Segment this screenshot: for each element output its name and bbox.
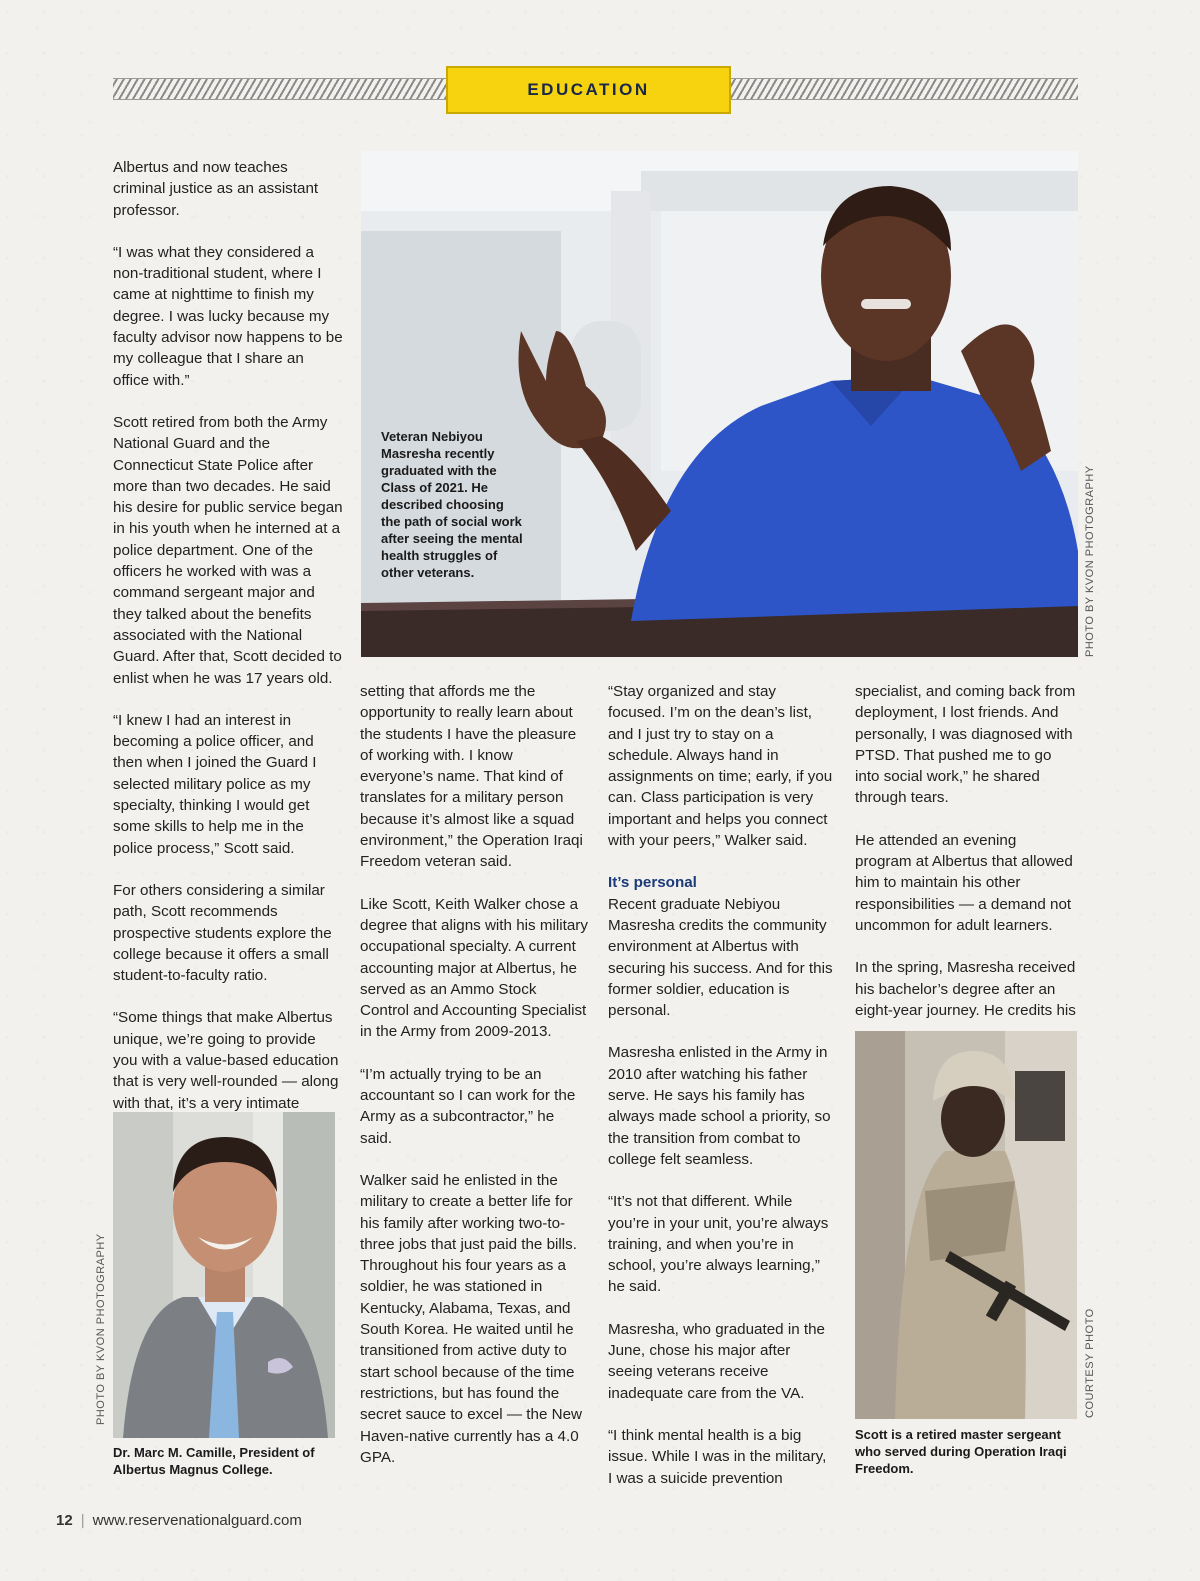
paragraph: “I was what they considered a non-traditional student, where I came at nighttime to finish my degree. I was lucky because my faculty advisor now happens to be my colleague that I share an office with.”	[113, 243, 343, 389]
footer-url[interactable]: www.reservenationalguard.com	[92, 1512, 302, 1529]
camille-photo	[113, 1112, 335, 1438]
column-3	[608, 681, 834, 1489]
paragraph: Like Scott, Keith Walker chose a degree that aligns with his military occupational specialty. A current accounting major at Albertus, he served as an Ammo Stock Control and Accounting Specialist in the Army from 2009-2013.	[360, 895, 588, 1041]
main-photo-caption: Veteran Nebiyou Masresha recently graduated with the Class of 2021. He described choosing the path of social work after seeing the mental health struggles of other veterans.	[381, 429, 523, 580]
column-1	[113, 157, 343, 1114]
scott-photo	[855, 1031, 1077, 1419]
paragraph: “Stay organized and stay focused. I’m on the dean’s list, and I just try to stay on a schedule. Always hand in assignments on time; early, if you can. Class participation is very important and helps you connect with your peers,” Walker said.	[608, 683, 833, 850]
paragraph: “I think mental health is a big issue. While I was in the military, I was a suicide prevention	[608, 1426, 827, 1487]
column-2	[360, 681, 588, 1468]
camille-photo-credit: PHOTO BY KVON PHOTOGRAPHY	[95, 1233, 107, 1425]
footer-separator: |	[80, 1512, 85, 1529]
column-4	[855, 681, 1077, 1021]
scott-photo-credit: COURTESY PHOTO	[1084, 1308, 1096, 1418]
paragraph: He attended an evening program at Albertus that allowed him to maintain his other responsibilities — a demand not uncommon for adult learners.	[855, 831, 1073, 934]
paragraph: Scott retired from both the Army National Guard and the Connecticut State Police after more than two decades. He said his desire for public service began in his youth when he interned at a police department. One of the officers he worked with was a command sergeant major and they talked about the benefits associated with the National Guard. After that, Scott decided to enlist when he was 17 years old.	[113, 413, 343, 687]
paragraph: “I’m actually trying to be an accountant so I can work for the Army as a subcontractor,” he said.	[360, 1065, 576, 1147]
main-photo-masresha	[361, 151, 1078, 657]
scott-photo-caption: Scott is a retired master sergeant who served during Operation Iraqi Freedom.	[855, 1427, 1067, 1476]
paragraph: For others considering a similar path, Scott recommends prospective students explore the college because it offers a small student-to-faculty ratio.	[113, 881, 332, 985]
paragraph: Recent graduate Nebiyou Masresha credits the community environment at Albertus with securing his success. And for this former soldier, education is personal.	[608, 895, 833, 1020]
page-footer	[56, 1512, 302, 1529]
paragraph: Walker said he enlisted in the military to create a better life for his family after working two-to-three jobs that just paid the bills. Throughout his four years as a soldier, he was stationed in Kentucky, Alabama, Texas, and South Korea. He waited until he transitioned from active duty to start school because of the time restrictions, but has found the secret sauce to excel — the New Haven-native currently has a 4.0 GPA.	[360, 1171, 583, 1466]
paragraph: Masresha, who graduated in the June, chose his major after seeing veterans receive inadequate care from the VA.	[608, 1320, 825, 1402]
paragraph: In the spring, Masresha received his bachelor’s degree after an eight-year journey. He credits his	[855, 959, 1076, 1019]
paragraph: Albertus and now teaches criminal justice as an assistant professor.	[113, 159, 319, 219]
scott-photo-illustration	[855, 1031, 1077, 1419]
paragraph: “I knew I had an interest in becoming a police officer, and then when I joined the Guard I selected military police as my specialty, thinking I would get some skills to help me in the police process,” Scott said.	[113, 711, 317, 857]
main-photo-credit: PHOTO BY KVON PHOTOGRAPHY	[1084, 465, 1096, 657]
subheading-its-personal: It’s personal	[608, 874, 697, 892]
paragraph: “It’s not that different. While you’re in your unit, you’re always training, and when you’re in school, you’re always learning,” he said.	[608, 1193, 829, 1296]
section-label: EDUCATION	[446, 66, 731, 114]
header-hatch-right	[731, 78, 1078, 100]
paragraph: setting that affords me the opportunity to really learn about the students I have the pleasure of working with. I know everyone’s name. That kind of translates for a military person because it’s almost like a squad environment,” the Operation Iraqi Freedom veteran said.	[360, 683, 583, 871]
paragraph: “Some things that make Albertus unique, we’re going to provide you with a value-based education that is very well-rounded — along with that, it’s a very intimate	[113, 1009, 339, 1112]
paragraph: Masresha enlisted in the Army in 2010 after watching his father serve. He says his family has always made school a priority, so the transition from combat to college felt seamless.	[608, 1044, 831, 1168]
header-hatch-left	[113, 78, 446, 100]
camille-photo-caption: Dr. Marc M. Camille, President of Albertus Magnus College.	[113, 1445, 315, 1477]
camille-photo-illustration	[113, 1112, 335, 1438]
paragraph: specialist, and coming back from deployment, I lost friends. And personally, I was diagnosed with PTSD. That pushed me to go into social work,” he shared through tears.	[855, 683, 1076, 807]
masresha-photo-illustration	[361, 151, 1078, 657]
page-number: 12	[56, 1512, 73, 1529]
